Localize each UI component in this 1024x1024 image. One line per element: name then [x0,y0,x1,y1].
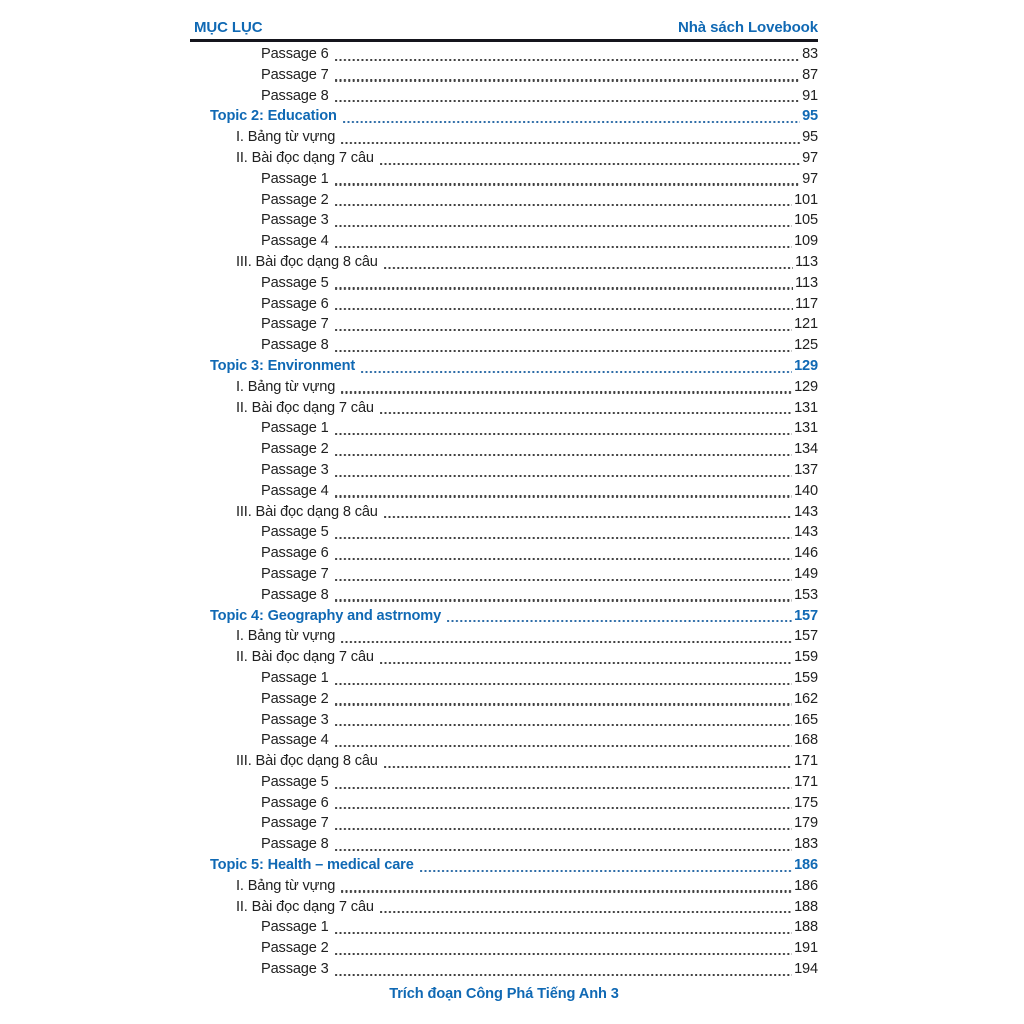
dot-leader [341,641,792,643]
toc-entry-page: 117 [795,295,818,312]
toc-entry-page: 95 [802,129,818,146]
toc-entry [190,522,818,543]
toc-entry-label: Passage 1 [261,420,329,437]
toc-entry-label: Passage 7 [261,815,329,832]
toc-entry-label: Topic 2: Education [210,108,337,125]
toc-entry-page: 140 [794,482,818,499]
toc-entry-label: I. Bảng từ vựng [236,129,336,146]
toc-entry [190,897,818,918]
dot-leader [335,828,792,830]
toc-entry [190,751,818,772]
dot-leader [341,890,792,892]
dot-leader [380,911,792,913]
dot-leader [335,100,800,102]
dot-leader [335,932,792,934]
dot-leader [335,537,792,539]
dot-leader [335,475,792,477]
toc-entry-page: 143 [794,503,818,520]
toc-entry-label: I. Bảng từ vựng [236,877,336,894]
toc-entry-label: Passage 2 [261,690,329,707]
dot-leader [384,267,793,269]
toc-entry [190,65,818,86]
dot-leader [384,766,792,768]
toc-entry [190,335,818,356]
publisher-name: Nhà sách Lovebook [677,19,818,36]
toc-entry [190,460,818,481]
toc-entry-page: 129 [794,357,818,374]
toc-entry-page: 191 [794,940,818,957]
toc-entry [190,917,818,938]
dot-leader [335,79,800,81]
toc-entry-page: 194 [794,961,818,978]
toc-entry [190,730,818,751]
toc-entry [190,190,818,211]
page-title: MỤC LỤC [194,19,263,36]
toc-entry-label: Passage 3 [261,212,329,229]
toc-entry [190,148,818,169]
toc-entry [190,585,818,606]
toc-entry-label: Topic 3: Environment [210,357,356,374]
toc-entry-page: 159 [794,649,818,666]
dot-leader [335,558,792,560]
toc-entry-label: Passage 6 [261,295,329,312]
toc-entry-page: 157 [794,607,818,624]
toc-entry-label: I. Bảng từ vựng [236,628,336,645]
toc-entry-label: Passage 2 [261,940,329,957]
toc-entry [190,606,818,627]
toc-entry-label: Passage 6 [261,794,329,811]
dot-leader [420,870,792,872]
toc-entry-page: 109 [794,233,818,250]
toc-entry-label: II. Bài đọc dạng 7 câu [236,649,374,666]
toc-entry-label: Passage 2 [261,191,329,208]
toc-entry-label: Topic 4: Geography and astrnomy [210,607,442,624]
toc-entry [190,231,818,252]
toc-entry [190,689,818,710]
dot-leader [361,371,792,373]
dot-leader [335,204,792,206]
dot-leader [335,703,792,705]
toc-entry-label: I. Bảng từ vựng [236,378,336,395]
toc-entry-page: 87 [802,66,818,83]
dot-leader [335,599,792,601]
toc-entry-page: 146 [794,545,818,562]
toc-entry [190,418,818,439]
toc-entry-label: Passage 4 [261,732,329,749]
dot-leader [335,433,792,435]
toc-entry-label: Passage 1 [261,669,329,686]
toc-entry-page: 183 [794,836,818,853]
toc-entry-label: Passage 8 [261,337,329,354]
toc-entry-label: Passage 8 [261,586,329,603]
toc-entry-label: Passage 3 [261,711,329,728]
toc-entry-label: Passage 8 [261,87,329,104]
toc-entry-label: Passage 1 [261,170,329,187]
page-header [190,0,818,42]
toc-entry-page: 188 [794,898,818,915]
toc-entry-page: 83 [802,46,818,62]
toc-entry [190,772,818,793]
toc-entry-label: Passage 6 [261,46,329,62]
toc-entry-page: 171 [794,773,818,790]
toc-entry [190,439,818,460]
toc-entry-page: 101 [794,191,818,208]
dot-leader [380,412,792,414]
toc-entry [190,86,818,107]
toc-entry-label: Passage 6 [261,545,329,562]
toc-entry-page: 153 [794,586,818,603]
dot-leader [335,454,792,456]
toc-entry [190,668,818,689]
toc-entry-page: 129 [794,378,818,395]
toc-entry-page: 157 [794,628,818,645]
toc-entry-page: 97 [802,149,818,166]
dot-leader [335,787,792,789]
dot-leader [341,391,792,393]
dot-leader [380,163,800,165]
footer-text: Trích đoạn Công Phá Tiếng Anh 3 [389,985,619,1002]
dot-leader [335,495,792,497]
dot-leader [343,121,800,123]
toc-entry [190,356,818,377]
toc-entry [190,855,818,876]
toc-entry-page: 121 [794,316,818,333]
toc-entry-label: Passage 3 [261,461,329,478]
toc-entry [190,210,818,231]
toc-entry-label: Passage 5 [261,524,329,541]
toc-entry [190,169,818,190]
toc-entry-page: 97 [802,170,818,187]
toc-entry-page: 95 [802,108,818,125]
toc-entry-page: 113 [795,253,818,270]
toc-entry-page: 188 [794,919,818,936]
dot-leader [335,745,792,747]
dot-leader [384,516,792,518]
toc-entry [190,959,818,980]
toc-entry-page: 143 [794,524,818,541]
dot-leader [335,807,792,809]
toc-entry-label: Passage 7 [261,565,329,582]
toc-entry [190,793,818,814]
toc-entry-label: II. Bài đọc dạng 7 câu [236,399,374,416]
toc-entry-label: Passage 8 [261,836,329,853]
dot-leader [335,849,792,851]
dot-leader [335,183,800,185]
toc-entry [190,273,818,294]
toc-entry [190,502,818,523]
toc-entry [190,876,818,897]
toc-entry [190,252,818,273]
toc-entry-page: 113 [795,274,818,291]
toc-entry-label: Passage 2 [261,441,329,458]
toc-entry-page: 165 [794,711,818,728]
dot-leader [447,620,792,622]
toc-entry-label: Passage 5 [261,274,329,291]
toc-entry [190,106,818,127]
toc-entry-page: 168 [794,732,818,749]
toc-entry-page: 91 [802,87,818,104]
toc-entry-label: III. Bài đọc dạng 8 câu [236,753,378,770]
dot-leader [341,142,800,144]
toc-entry-label: III. Bài đọc dạng 8 câu [236,253,378,270]
toc-entry-label: Passage 4 [261,233,329,250]
toc-entry-page: 137 [794,461,818,478]
toc-entry-label: Topic 5: Health – medical care [210,857,414,874]
toc-entry-page: 134 [794,441,818,458]
toc-entry [190,710,818,731]
toc-entry [190,543,818,564]
toc-entry [190,626,818,647]
dot-leader [335,246,792,248]
dot-leader [335,287,794,289]
toc-entry [190,294,818,315]
toc-entry-page: 131 [794,420,818,437]
toc-entry [190,314,818,335]
toc-page [190,0,818,1002]
toc-entry-label: Passage 3 [261,961,329,978]
dot-leader [335,350,792,352]
toc-entry-page: 159 [794,669,818,686]
toc-list [190,44,818,980]
toc-entry-page: 179 [794,815,818,832]
toc-entry-page: 149 [794,565,818,582]
toc-entry-page: 186 [794,877,818,894]
toc-entry-label: II. Bài đọc dạng 7 câu [236,149,374,166]
toc-entry [190,834,818,855]
toc-entry [190,813,818,834]
dot-leader [335,329,792,331]
toc-entry-page: 131 [794,399,818,416]
toc-entry [190,647,818,668]
toc-entry-page: 186 [794,857,818,874]
toc-entry [190,398,818,419]
toc-entry-page: 175 [794,794,818,811]
toc-entry [190,564,818,585]
toc-entry [190,481,818,502]
toc-entry-label: III. Bài đọc dạng 8 câu [236,503,378,520]
toc-entry-page: 125 [794,337,818,354]
dot-leader [335,683,792,685]
toc-entry-label: Passage 7 [261,316,329,333]
dot-leader [335,308,794,310]
toc-entry [190,938,818,959]
toc-entry [190,127,818,148]
toc-entry [190,377,818,398]
toc-entry-label: Passage 7 [261,66,329,83]
dot-leader [335,953,792,955]
dot-leader [335,59,800,61]
toc-entry-label: Passage 5 [261,773,329,790]
toc-entry-label: Passage 4 [261,482,329,499]
toc-entry-page: 171 [794,753,818,770]
toc-entry-page: 162 [794,690,818,707]
toc-entry-label: Passage 1 [261,919,329,936]
dot-leader [335,225,792,227]
dot-leader [380,662,792,664]
dot-leader [335,724,792,726]
toc-entry-label: II. Bài đọc dạng 7 câu [236,898,374,915]
dot-leader [335,974,792,976]
dot-leader [335,579,792,581]
toc-entry [190,44,818,65]
toc-entry-page: 105 [794,212,818,229]
